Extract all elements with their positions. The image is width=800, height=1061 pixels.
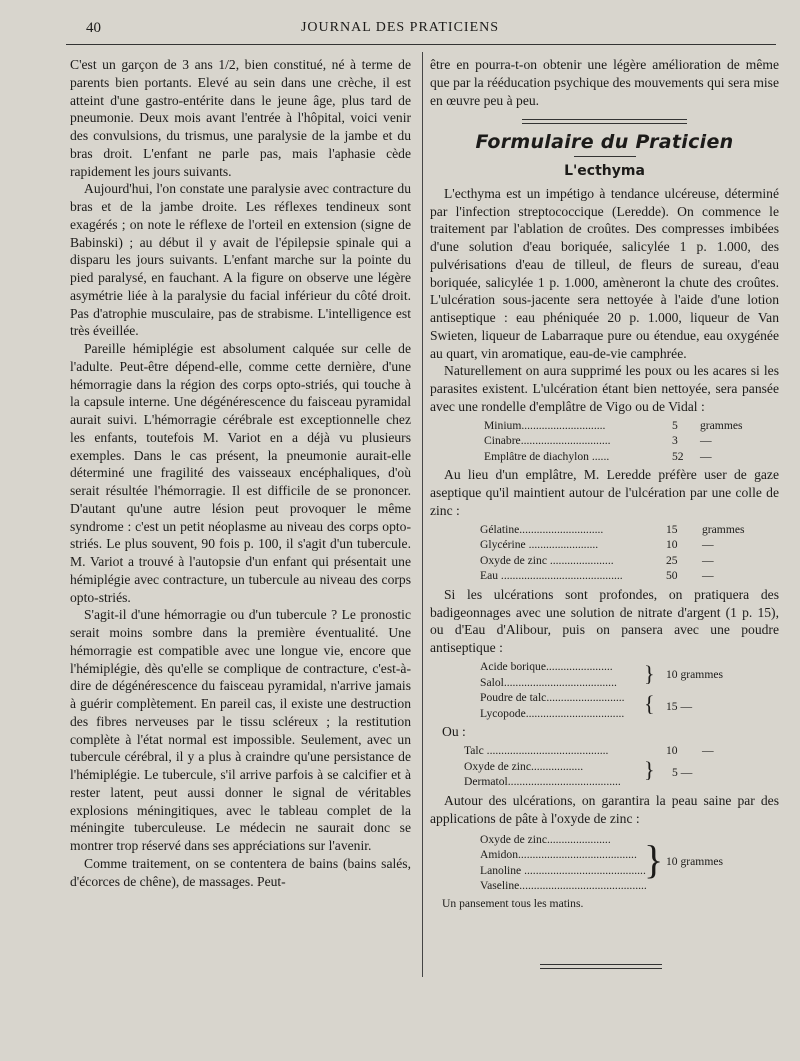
header-rule <box>66 44 776 45</box>
end-rule <box>540 964 662 969</box>
recipe-row: Acide borique....................... <box>480 659 613 673</box>
journal-title: JOURNAL DES PRATICIENS <box>300 20 500 35</box>
recipe-row: Talc .......................................... 10 — <box>464 744 714 758</box>
recipe-talc <box>430 743 779 790</box>
brace-icon: } <box>644 757 655 783</box>
recipe-row: Dermatol....................................... <box>464 775 621 789</box>
page-number: 40 <box>86 20 101 36</box>
title-rule <box>574 156 636 157</box>
recipe-row: Cinabre............................... 3 — <box>484 434 712 448</box>
recipe-row: Oxyde de zinc...................... <box>480 832 611 846</box>
continuation-paragraph: être en pourra-t-on obtenir une légère amélioration de même que par la rééducation psychique des mouvements qui sera mise en œuvre peu à peu. <box>430 57 779 108</box>
brace-quantity: 5 — <box>672 766 693 780</box>
recipe-vigo <box>430 418 779 465</box>
brace-icon: { <box>644 690 655 716</box>
recipe-row: Eau .......................................... 50 — <box>480 569 714 583</box>
recipe-row: Lycopode.................................. <box>480 706 625 720</box>
article-paragraph: C'est un garçon de 3 ans 1/2, bien constitué, né à terme de parents bien portants. Elevé au sein dans une crèche, il est atteint d'une gastro-entérite dans le jeune âge, plus tard de pneumonie. Deux mois avant l'entrée à l'hôpital, voici venir des convulsions, du trismus, une paralysie de la jambe et du bras droit. L'enfant ne parle pas, mais l'aphasie cède rapidement les jours suivants. <box>70 57 411 179</box>
recipe-row: Lanoline .......................................... <box>480 863 646 877</box>
column-divider <box>422 52 423 977</box>
article-paragraph: Pareille hémiplégie est absolument calquée sur celle de l'adulte. Peut-être dépend-elle, comme cette dernière, d'une hémorragie dans la région des corps opto-striés, qui touche à la capsule interne. Une dégénérescence du faisceau pyramidal aurait suivi. L'hémorragie cérébrale est exceptionnelle chez les enfants, toutefois M. Variot en a déjà vu plusieurs exemples. Dans le cas présent, la pneumonie aurait-elle déterminé une fragilité des vaisseaux encéphaliques, d'où serait résultée l'hémorragie. Il est difficile de se prononcer. D'autant qu'une autre lésion peut provoquer le même syndrome : c'est un petit néoplasme au niveau des corps opto-striés. Le plus souvent, 90 fois p. 100, il s'agit d'un tubercule. M. Variot a trouvé à l'autopsie d'un enfant qui présentait une hémiplégie avec contracture, un tubercule au niveau des corps opto-striés. <box>70 341 411 605</box>
recipe-row: Gélatine............................. 15 grammes <box>480 522 745 536</box>
left-column <box>70 56 411 890</box>
brace-quantity: 10 grammes <box>666 854 723 868</box>
article-paragraph: L'ecthyma est un impétigo à tendance ulcéreuse, déterminé par l'infection streptococcique (Leredde). On commence le traitement par l'ablation de croûtes. Des compresses imbibées d'une solution d'eau boriquée, salicylée 1 p. 1.000, des pulvérisations d'eau de tilleul, de fleurs de sureau, d'eau boriquée, salicylée 1 p. 1.000, amèneront la chute des croûtes. L'ulcération sous-jacente sera nettoyée à l'aide d'une lotion antiseptique : eau phéniquée 20 p. 1.000, liqueur de Van Swieten, liqueur de Labarraque pure ou étendue, eau oxygénée au quart, vin aromatique, eau-de-vie camphrée. <box>430 185 779 361</box>
recipe-row: Poudre de talc........................... <box>480 691 625 705</box>
right-column <box>430 56 779 911</box>
article-paragraph: Naturellement on aura supprimé les poux ou les acares si les parasites existent. L'ulcération étant bien nettoyée, sera pansée avec une rondelle d'emplâtre de Vigo ou de Vidal : <box>430 363 779 414</box>
recipe-row: Salol....................................... <box>480 675 617 689</box>
recipe-row: Amidon......................................... <box>480 848 637 862</box>
recipe-row: Vaseline............................................ <box>480 879 647 893</box>
article-paragraph: Au lieu d'un emplâtre, M. Leredde préfère user de gaze aseptique qu'il maintient autour de l'ulcération par une colle de zinc : <box>430 467 779 518</box>
article-paragraph: S'agit-il d'une hémorragie ou d'un tubercule ? Le pronostic serait moins sombre dans la première éventualité. Une hémorragie est compatible avec une longue vie, encore que l'hémiplégie, dès qu'elle se complique de contracture, c'est-à-dire de dégénérescence du faisceau pyramidal, n'arrive jamais à guérir complètement. En pareil cas, il existe une destruction des fibres nerveuses par le tissu scléreux ; la restitution complète à l'état normal est impossible. Seulement, avec un tubercule cérébral, il y a plus à craindre qu'une persistance de l'hémiplégie. Le tubercule, s'il arrive parfois à se calcifier et à rester latent, peut aussi donner le signal de véritables explosions méningitiques, avec le tableau complet de la méningite tuberculeuse. Le médecin ne saurait donc se montrer trop réservé dans ses appréciations sur l'avenir. <box>70 607 411 853</box>
recipe-zinc-glue <box>430 522 779 584</box>
article-paragraph: Comme traitement, on se contentera de bains (bains salés, d'écorces de chêne), de massages. Peut- <box>70 855 411 889</box>
recipe-row: Oxyde de zinc ...................... 25 — <box>480 553 714 567</box>
article-paragraph: Autour des ulcérations, on garantira la peau saine par des applications de pâte à l'oxyde de zinc : <box>430 793 779 826</box>
section-rule <box>522 119 687 124</box>
section-title: Formulaire du Praticien <box>475 131 734 154</box>
article-paragraph: Si les ulcérations sont profondes, on pratiquera des badigeonnages avec une solution de nitrate d'argent (1 p. 15), ou d'Eau d'Alibour, puis on pansera avec une poudre antiseptique : <box>430 586 779 656</box>
or-label: Ou : <box>442 724 466 740</box>
subtitle: L'ecthyma <box>564 163 645 179</box>
final-note: Un pansement tous les matins. <box>442 896 584 910</box>
recipe-row: Emplâtre de diachylon ...... 52 — <box>484 449 712 463</box>
brace-icon: } <box>644 836 664 882</box>
brace-quantity: 10 grammes <box>666 667 723 681</box>
brace-quantity: 15 — <box>666 699 693 713</box>
recipe-zinc-paste <box>430 832 779 894</box>
recipe-row: Glycérine ........................ 10 — <box>480 538 714 552</box>
article-paragraph: Aujourd'hui, l'on constate une paralysie avec contracture du bras et de la jambe droite. Les réflexes tendineux sont exagérés ; on note le réflexe de l'orteil en extension (signe de Babinski) ; au début il y avait de l'épilepsie spinale qui a disparu les jours suivants. L'enfant marche sur la pointe du pied paralysé, en fauchant. A la figure on observe une légère asymétrie liée à la paralysie du facial inférieur du côté droit. Pas d'atrophie musculaire, pas de strabisme. L'intelligence est très éveillée. <box>70 181 411 339</box>
recipe-row: Oxyde de zinc.................. <box>464 759 584 773</box>
recipe-powder <box>430 659 779 721</box>
brace-icon: } <box>644 660 655 686</box>
recipe-row: Minium............................. 5 grammes <box>484 418 743 432</box>
